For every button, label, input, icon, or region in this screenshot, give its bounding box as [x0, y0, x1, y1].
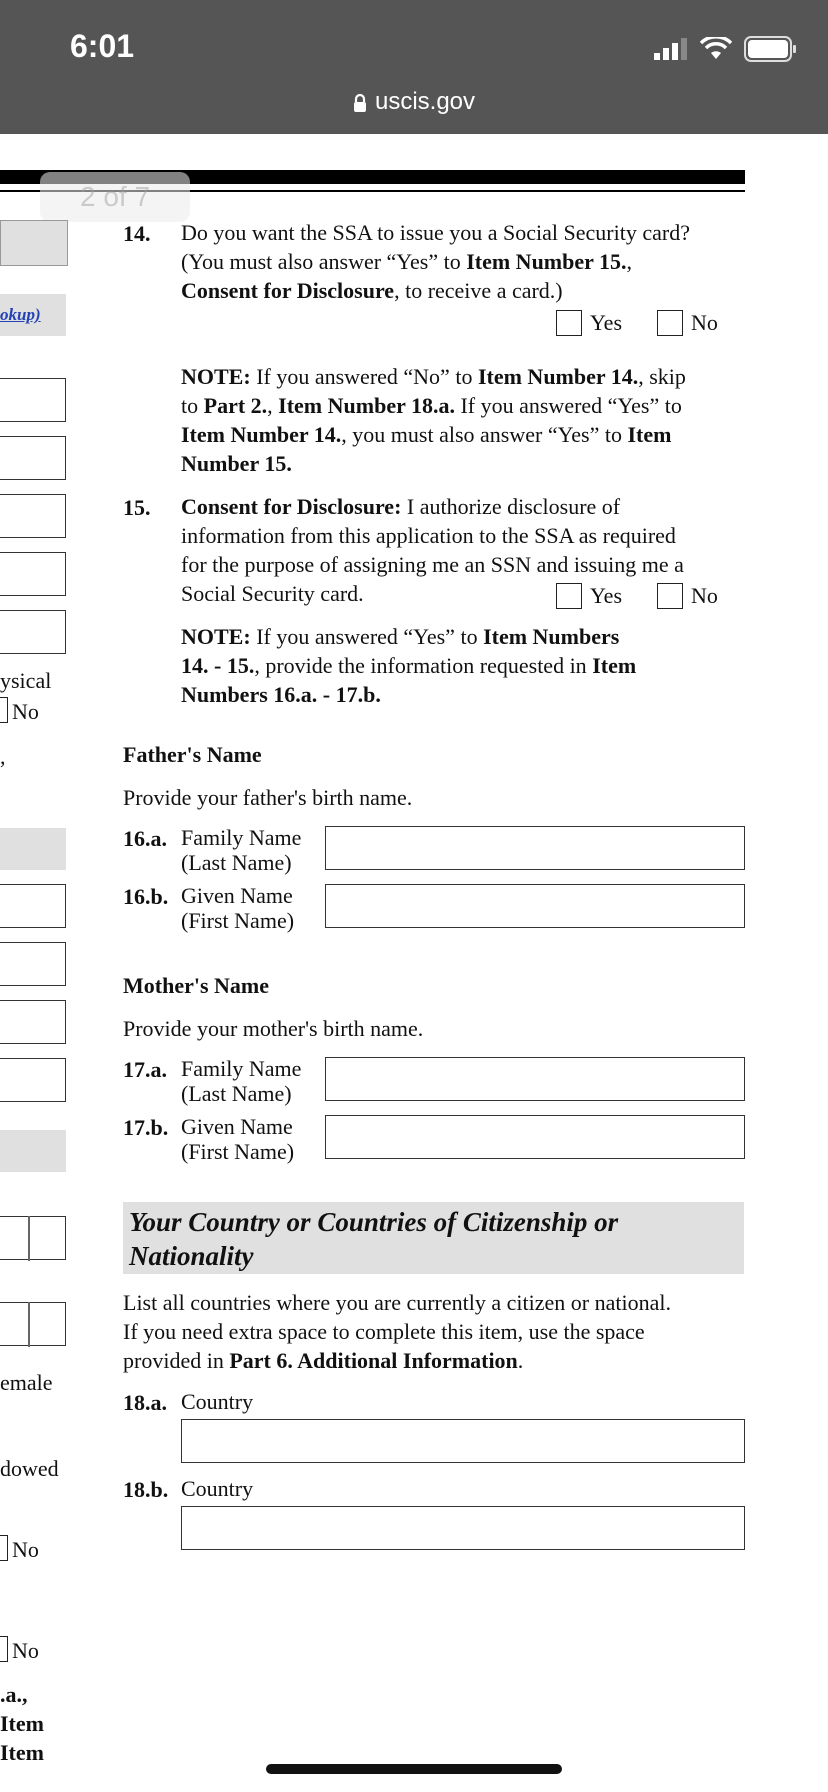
father-given-sublabel: (First Name): [181, 908, 295, 933]
left-input-5[interactable]: [0, 610, 66, 654]
wifi-icon: [700, 37, 732, 61]
left-grey-band-1: [0, 828, 66, 870]
country-a-label: Country: [181, 1389, 254, 1414]
note2-line-1: NOTE: If you answered “Yes” to Item Numbers: [181, 624, 620, 649]
father-given-label: Given Name: [181, 883, 293, 908]
left-date-divider-1: [28, 1216, 30, 1261]
url-text: uscis.gov: [374, 88, 476, 115]
note1-line-2: to Part 2., Item Number 18.a. If you answered “Yes” to: [181, 393, 682, 418]
q15-no-label: No: [691, 583, 718, 608]
father-family-sublabel: (Last Name): [181, 850, 292, 875]
q15-line-4: Social Security card.: [181, 581, 364, 606]
left-physical-text: ysical: [0, 668, 52, 693]
citizenship-para-line-2: If you need extra space to complete this item, use the space: [123, 1319, 645, 1344]
left-checkbox-2[interactable]: [0, 1535, 8, 1561]
father-family-number: 16.a.: [123, 826, 167, 851]
battery-icon: [744, 36, 798, 62]
country-b-label: Country: [181, 1476, 254, 1501]
q14-yes-label: Yes: [590, 310, 623, 335]
mother-family-sublabel: (Last Name): [181, 1081, 292, 1106]
mother-family-name-input[interactable]: [325, 1057, 745, 1101]
left-comma: ,: [0, 744, 6, 769]
q14-no-checkbox[interactable]: [657, 310, 683, 336]
left-input-7[interactable]: [0, 942, 66, 986]
mother-heading: Mother's Name: [123, 973, 270, 998]
mother-given-name-input[interactable]: [325, 1115, 745, 1159]
mother-instruction: Provide your mother's birth name.: [123, 1016, 424, 1041]
home-indicator[interactable]: [266, 1764, 562, 1774]
q14-line-1: Do you want the SSA to issue you a Social Security card?: [181, 220, 690, 245]
address-bar[interactable]: [0, 88, 828, 116]
left-input-4[interactable]: [0, 552, 66, 596]
father-family-label: Family Name: [181, 825, 302, 850]
left-input-6[interactable]: [0, 884, 66, 928]
father-heading: Father's Name: [123, 742, 262, 767]
q14-line-2: (You must also answer “Yes” to Item Number 15.,: [181, 249, 632, 274]
mother-family-number: 17.a.: [123, 1057, 167, 1082]
system-icons: [654, 36, 798, 62]
note1-line-4: Number 15.: [181, 451, 292, 476]
left-bold-text-3: Item: [0, 1740, 44, 1765]
father-given-name-input[interactable]: [325, 884, 745, 928]
left-input-8[interactable]: [0, 1000, 66, 1044]
citizenship-para-line-3: provided in Part 6. Additional Information.: [123, 1348, 524, 1373]
citizenship-heading-line-2: Nationality: [129, 1241, 254, 1271]
mother-given-sublabel: (First Name): [181, 1139, 295, 1164]
country-a-number: 18.a.: [123, 1390, 167, 1415]
country-b-number: 18.b.: [123, 1477, 169, 1502]
left-checkbox-3[interactable]: [0, 1636, 8, 1662]
q15-line-2: information from this application to the SSA as required: [181, 523, 676, 548]
left-bold-text-1: .a.,: [0, 1682, 28, 1707]
left-input-9[interactable]: [0, 1058, 66, 1102]
left-no-label-1: No: [12, 699, 39, 724]
left-input-2[interactable]: [0, 436, 66, 480]
q14-line-3: Consent for Disclosure, to receive a card.): [181, 278, 563, 303]
left-grey-band-2: [0, 1130, 66, 1172]
left-checkbox-1[interactable]: [0, 697, 8, 723]
note1-line-1: NOTE: If you answered “No” to Item Number 14., skip: [181, 364, 686, 389]
page-indicator: 2 of 7: [40, 172, 190, 222]
q15-no-checkbox[interactable]: [657, 583, 683, 609]
q15-number: 15.: [123, 495, 151, 520]
left-input-1[interactable]: [0, 378, 66, 422]
left-female-text: emale: [0, 1370, 53, 1395]
q14-no-label: No: [691, 310, 718, 335]
father-instruction: Provide your father's birth name.: [123, 785, 413, 810]
signal-icon: [654, 38, 688, 60]
left-bold-text-2: Item: [0, 1711, 44, 1736]
citizenship-para-line-1: List all countries where you are currently a citizen or national.: [123, 1290, 671, 1315]
left-input-3[interactable]: [0, 494, 66, 538]
left-grey-field: [0, 220, 68, 266]
left-no-label-3: No: [12, 1638, 39, 1663]
lock-icon: [353, 93, 367, 113]
q15-yes-label: Yes: [590, 583, 623, 608]
q14-number: 14.: [123, 221, 151, 246]
note1-line-3: Item Number 14., you must also answer “Yes” to Item: [181, 422, 672, 447]
left-no-label-2: No: [12, 1537, 39, 1562]
note2-line-2: 14. - 15., provide the information requested in Item: [181, 653, 637, 678]
clock-time: 6:01: [70, 28, 135, 64]
note2-line-3: Numbers 16.a. - 17.b.: [181, 682, 381, 707]
mother-family-label: Family Name: [181, 1056, 302, 1081]
left-date-field-2[interactable]: [0, 1302, 66, 1346]
left-widowed-text: dowed: [0, 1456, 59, 1481]
country-a-input[interactable]: [181, 1419, 745, 1463]
q15-line-3: for the purpose of assigning me an SSN and issuing me a: [181, 552, 684, 577]
q14-yes-checkbox[interactable]: [556, 310, 582, 336]
mother-given-label: Given Name: [181, 1114, 293, 1139]
father-given-number: 16.b.: [123, 884, 169, 909]
left-date-field-1[interactable]: [0, 1216, 66, 1260]
citizenship-heading-line-1: Your Country or Countries of Citizenship or: [129, 1207, 619, 1237]
browser-status-bar: [0, 0, 828, 134]
left-date-divider-2: [28, 1302, 30, 1347]
q15-yes-checkbox[interactable]: [556, 583, 582, 609]
lookup-link[interactable]: okup): [0, 305, 41, 324]
country-b-input[interactable]: [181, 1506, 745, 1550]
mother-given-number: 17.b.: [123, 1115, 169, 1140]
father-family-name-input[interactable]: [325, 826, 745, 870]
q15-line-1: Consent for Disclosure: I authorize disclosure of: [181, 494, 621, 519]
